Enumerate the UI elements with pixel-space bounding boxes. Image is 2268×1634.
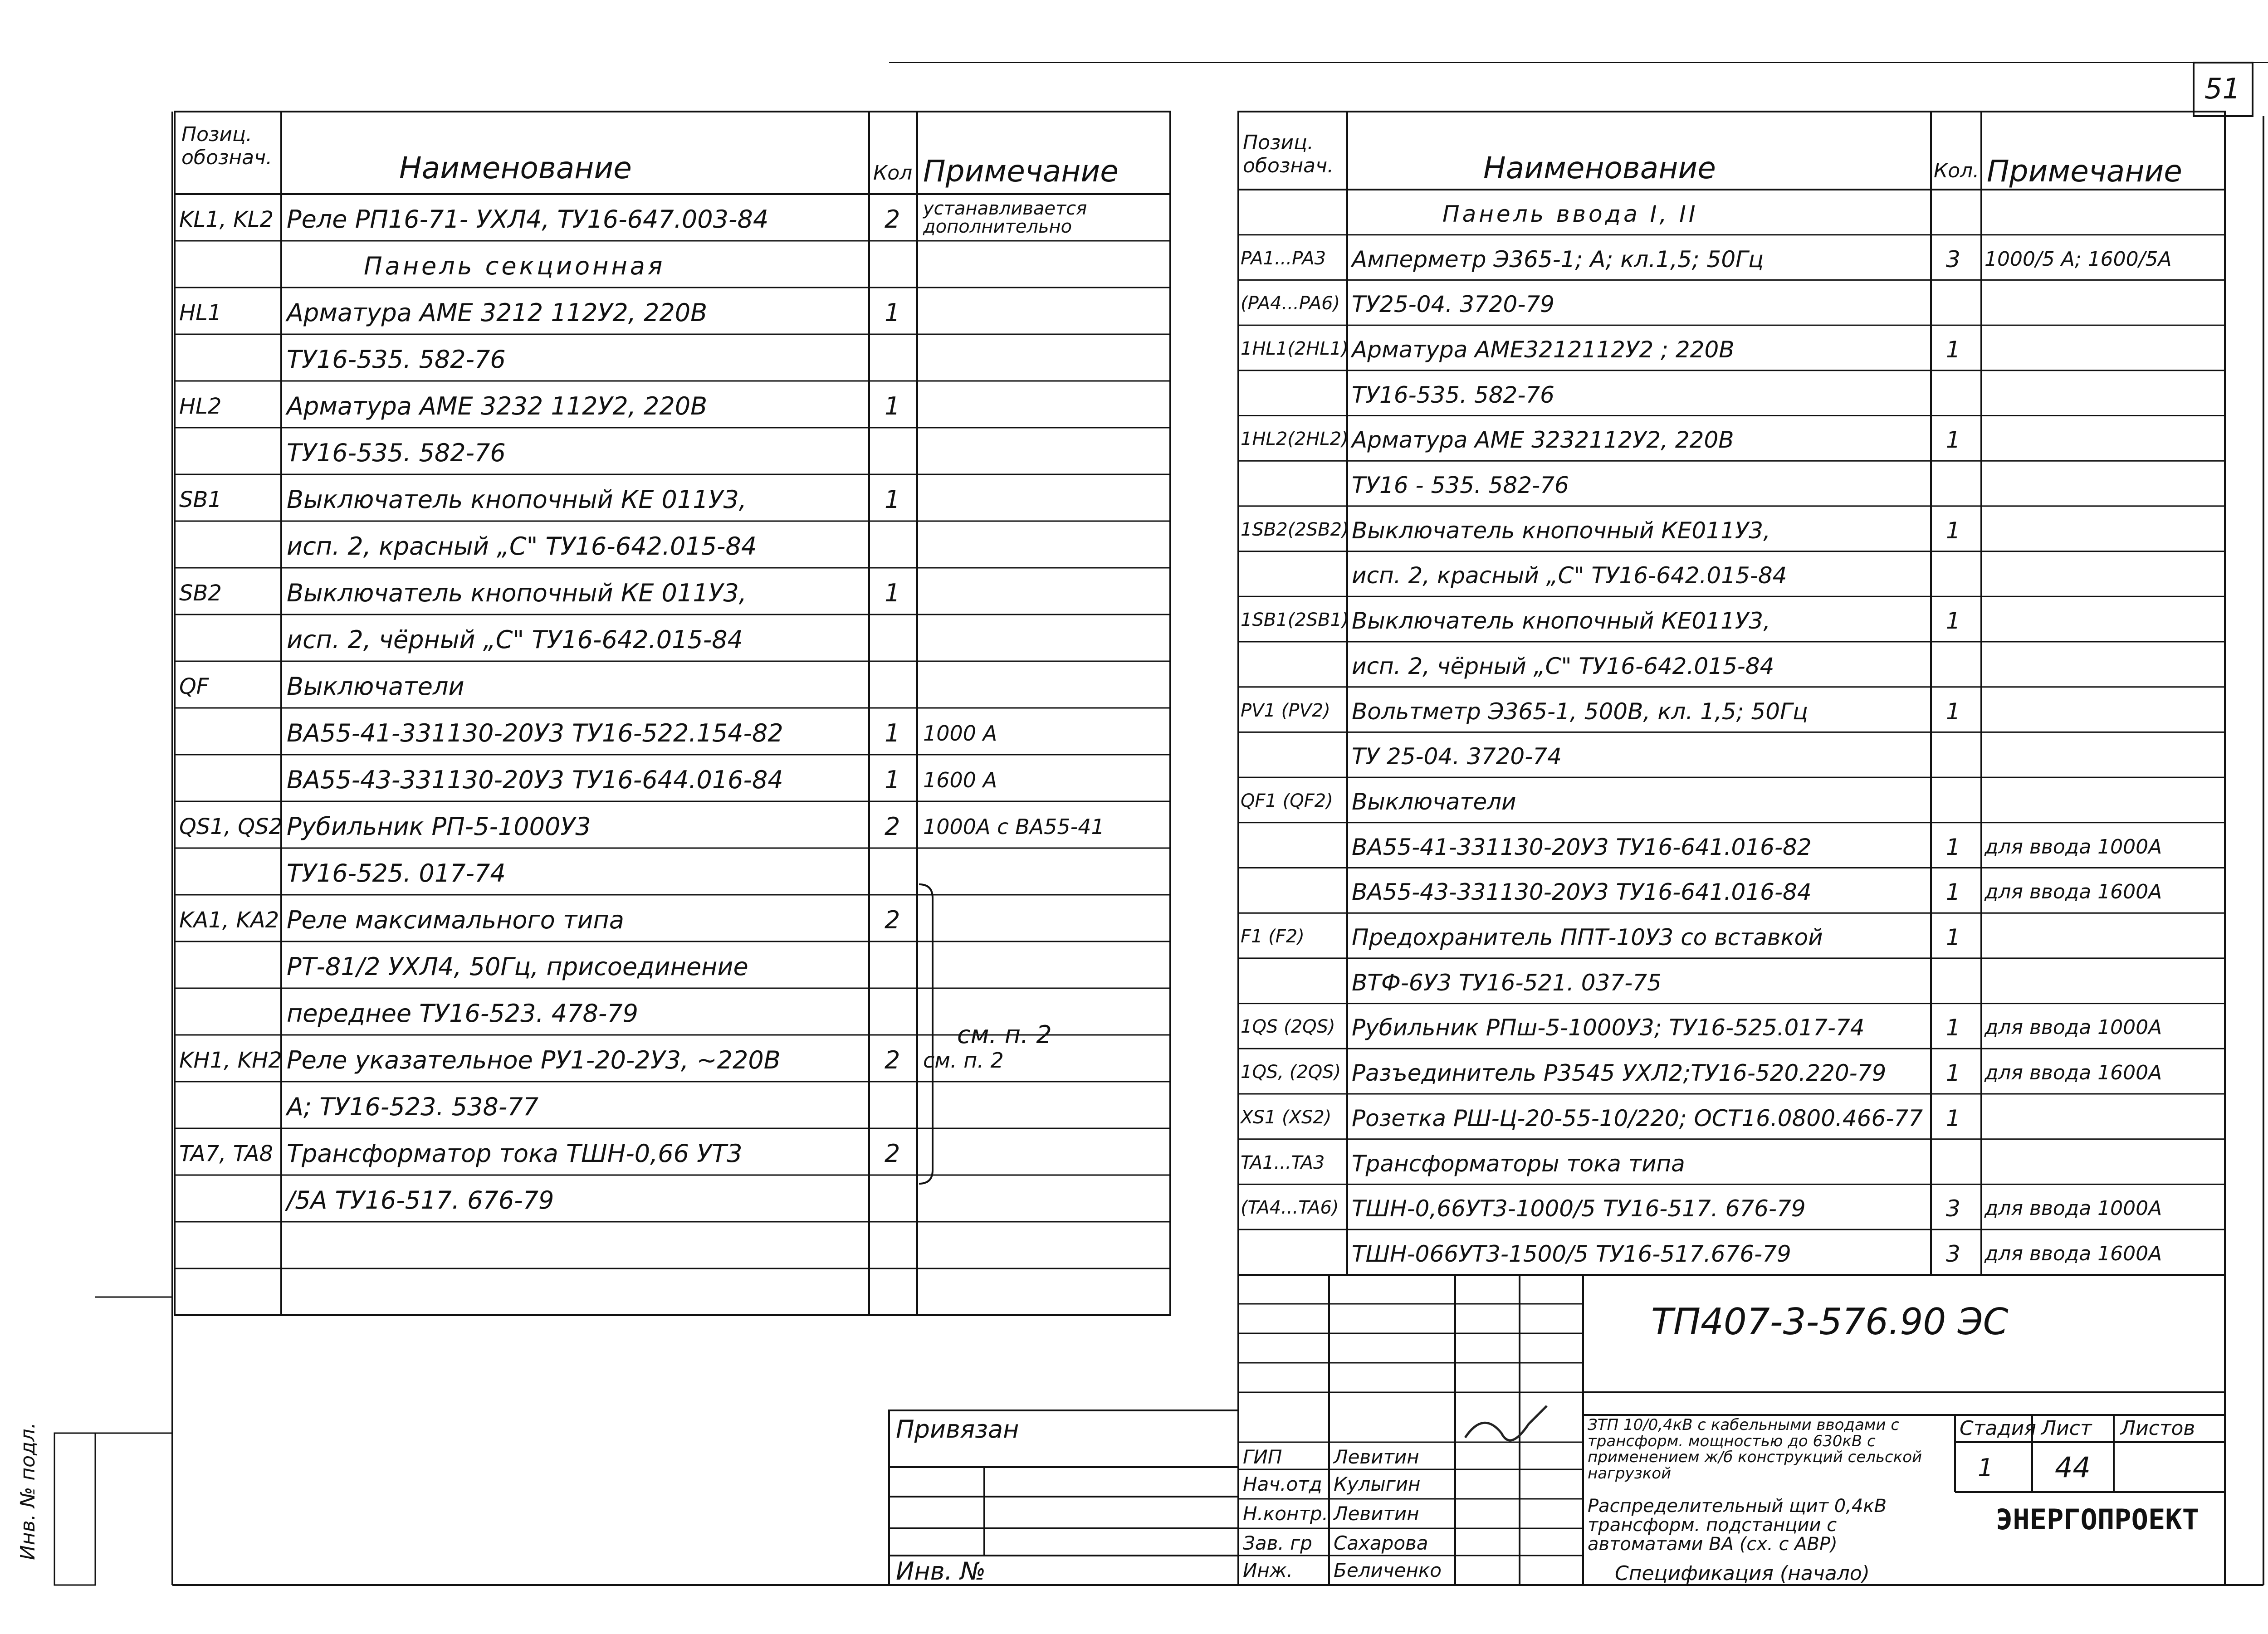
position-cell: SB1 — [179, 487, 222, 512]
qty-cell: 2 — [885, 1139, 900, 1168]
qty-cell: 2 — [885, 905, 900, 934]
position-cell: SB2 — [179, 580, 222, 606]
sheet-number: 51 — [2204, 72, 2240, 105]
sheets-label: Листов — [2121, 1417, 2195, 1440]
note-cell: для ввода 1600А — [1984, 880, 2162, 904]
note-cell: 1000А с ВА55-41 — [923, 814, 1105, 839]
qty-cell: 1 — [1946, 336, 1960, 363]
position-cell: KL1, KL2 — [179, 206, 274, 232]
note-cell: устанавливается дополнительно — [923, 198, 1087, 237]
position-cell: TA1...TA3 — [1241, 1152, 1325, 1173]
document-code: ТП407-3-576.90 ЭС — [1651, 1301, 2009, 1343]
note-cell: 1600 А — [923, 767, 997, 792]
right-header-qty: Кол. — [1934, 159, 1980, 182]
qty-cell: 1 — [1946, 427, 1960, 454]
name-cell: Выключатель кнопочный КЕ 011У3, — [287, 578, 747, 607]
name-cell: Рубильник РПш-5-1000У3; ТУ16-525.017-74 — [1352, 1015, 1865, 1041]
qty-cell: 1 — [1946, 834, 1960, 860]
position-cell: QF1 (QF2) — [1241, 790, 1333, 811]
name-cell: ТУ25-04. 3720-79 — [1352, 291, 1554, 318]
sheet-label: Лист — [2041, 1417, 2092, 1440]
position-cell: KH1, KH2 — [179, 1047, 282, 1073]
position-cell: (PA4...PA6) — [1241, 293, 1340, 314]
qty-cell: 1 — [885, 718, 900, 747]
name-cell: Розетка РШ-Ц-20-55-10/220; ОСТ16.0800.466-77 — [1352, 1105, 1923, 1132]
name-cell: РТ-81/2 УХЛ4, 50Гц, присоединение — [287, 952, 748, 981]
inv-no-label: Инв. № — [896, 1557, 986, 1585]
approval-name: Левитин — [1334, 1446, 1419, 1468]
approval-role: ГИП — [1243, 1446, 1282, 1468]
qty-cell: 2 — [885, 812, 900, 841]
qty-cell: 2 — [885, 205, 900, 234]
name-cell: ВТФ-6У3 ТУ16-521. 037-75 — [1352, 969, 1662, 996]
stage-label: Стадия — [1960, 1417, 2036, 1440]
margin-inventory-stamp: Инв. № подл. — [16, 1422, 39, 1560]
name-cell: Разъединитель Р3545 УХЛ2;ТУ16-520.220-79 — [1352, 1060, 1887, 1087]
name-cell: Трансформатор тока ТШН-0,66 УТ3 — [287, 1139, 743, 1168]
qty-cell: 3 — [1946, 246, 1960, 273]
qty-cell: 1 — [885, 485, 900, 514]
privyazan-label: Привязан — [896, 1415, 1019, 1444]
name-cell: Выключатели — [287, 672, 464, 701]
name-cell: Выключатель кнопочный КЕ011У3, — [1352, 517, 1770, 544]
qty-cell: 1 — [1946, 517, 1960, 544]
organization-name: ЭНЕРГОПРОЕКТ — [1996, 1503, 2199, 1536]
left-header-name: Наименование — [399, 151, 632, 185]
name-cell: ВА55-41-331130-20У3 ТУ16-522.154-82 — [287, 718, 783, 747]
approval-name: Кулыгин — [1334, 1473, 1421, 1495]
position-cell: KA1, KA2 — [179, 907, 279, 933]
qty-cell: 3 — [1946, 1240, 1960, 1267]
position-cell: (TA4...TA6) — [1241, 1197, 1339, 1219]
title-description-2: Распределительный щит 0,4кВ трансформ. подстанции с автоматами ВА (сх. с АВР) — [1588, 1496, 1887, 1555]
note-cell: для ввода 1000А — [1984, 835, 2162, 858]
name-cell: ТШН-0,66УТ3-1000/5 ТУ16-517. 676-79 — [1352, 1195, 1806, 1222]
name-cell: /5А ТУ16-517. 676-79 — [287, 1185, 554, 1215]
position-cell: F1 (F2) — [1241, 926, 1305, 947]
sheet-value: 1 — [1978, 1454, 1994, 1482]
bracket-note: см. п. 2 — [957, 1020, 1052, 1049]
name-cell: исп. 2, красный „С" ТУ16-642.015-84 — [287, 532, 757, 561]
position-cell: 1QS (2QS) — [1241, 1016, 1335, 1038]
name-cell: Арматура АМЕ 3232112У2, 220В — [1352, 427, 1734, 454]
approval-role: Зав. гр — [1243, 1532, 1312, 1554]
qty-cell: 1 — [1946, 1105, 1960, 1132]
position-cell: QF — [179, 673, 209, 699]
name-cell: Предохранитель ППТ-10У3 со вставкой — [1352, 924, 1823, 951]
name-cell: исп. 2, чёрный „С" ТУ16-642.015-84 — [287, 625, 743, 654]
qty-cell: 3 — [1946, 1195, 1960, 1222]
qty-cell: 1 — [885, 578, 900, 607]
qty-cell: 2 — [885, 1045, 900, 1074]
name-cell: Выключатель кнопочный КЕ 011У3, — [287, 485, 747, 514]
name-cell: Трансформаторы тока типа — [1352, 1150, 1685, 1177]
note-cell: для ввода 1000А — [1984, 1197, 2162, 1220]
name-cell: Арматура АМЕ 3232 112У2, 220В — [287, 391, 708, 420]
approval-role: Нач.отд — [1243, 1473, 1322, 1495]
name-cell: Выключатель кнопочный КЕ011У3, — [1352, 608, 1770, 634]
name-cell: Реле максимального типа — [287, 905, 624, 934]
name-cell: Панель ввода I, II — [1442, 200, 1698, 227]
position-cell: PV1 (PV2) — [1241, 700, 1330, 721]
name-cell: Реле указательное РУ1-20-2У3, ~220В — [287, 1045, 781, 1074]
name-cell: ВА55-43-331130-20У3 ТУ16-641.016-84 — [1352, 879, 1812, 906]
note-cell: для ввода 1000А — [1984, 1016, 2162, 1039]
name-cell: исп. 2, чёрный „С" ТУ16-642.015-84 — [1352, 653, 1774, 679]
name-cell: ТУ16-535. 582-76 — [287, 438, 506, 467]
name-cell: ТУ16-535. 582-76 — [1352, 381, 1554, 408]
name-cell: ТУ16 - 535. 582-76 — [1352, 472, 1569, 499]
name-cell: ВА55-41-331130-20У3 ТУ16-641.016-82 — [1352, 834, 1812, 860]
name-cell: ВА55-43-331130-20У3 ТУ16-644.016-84 — [287, 765, 783, 794]
qty-cell: 1 — [885, 298, 900, 327]
left-header-note: Примечание — [923, 154, 1119, 189]
note-cell: см. п. 2 — [923, 1048, 1004, 1073]
note-cell: для ввода 1600А — [1984, 1242, 2162, 1265]
name-cell: ТУ 25-04. 3720-74 — [1352, 743, 1562, 770]
approval-role: Инж. — [1243, 1559, 1293, 1581]
position-cell: 1QS, (2QS) — [1241, 1062, 1341, 1083]
approval-role: Н.контр. — [1243, 1502, 1328, 1525]
qty-cell: 1 — [885, 765, 900, 794]
right-header-pos: Позиц. обознач. — [1243, 131, 1334, 177]
signature-mark — [1465, 1406, 1547, 1440]
position-cell: TA7, TA8 — [179, 1141, 274, 1166]
qty-cell: 1 — [1946, 608, 1960, 634]
qty-cell: 1 — [1946, 924, 1960, 951]
name-cell: Рубильник РП-5-1000У3 — [287, 812, 591, 841]
position-cell: HL2 — [179, 393, 222, 419]
note-cell: 1000 А — [923, 721, 997, 746]
name-cell: Арматура АМЕ 3212 112У2, 220В — [287, 298, 708, 327]
name-cell: ТШН-066УТ3-1500/5 ТУ16-517.676-79 — [1352, 1240, 1791, 1267]
name-cell: переднее ТУ16-523. 478-79 — [287, 999, 639, 1028]
name-cell: А; ТУ16-523. 538-77 — [287, 1092, 539, 1121]
name-cell: Арматура АМЕ3212112У2 ; 220В — [1352, 336, 1735, 363]
position-cell: PA1...PA3 — [1241, 248, 1326, 269]
position-cell: 1SB2(2SB2) — [1241, 519, 1349, 540]
approval-name: Беличенко — [1334, 1559, 1442, 1581]
position-cell: 1SB1(2SB1) — [1241, 610, 1349, 631]
qty-cell: 1 — [1946, 698, 1960, 725]
note-cell: 1000/5 А; 1600/5А — [1984, 247, 2172, 271]
note-cell: для ввода 1600А — [1984, 1061, 2162, 1085]
approval-name: Левитин — [1334, 1502, 1419, 1525]
name-cell: ТУ16-525. 017-74 — [287, 858, 506, 888]
right-header-name: Наименование — [1483, 151, 1716, 185]
position-cell: 1HL2(2HL2) — [1241, 429, 1349, 450]
name-cell: исп. 2, красный „С" ТУ16-642.015-84 — [1352, 562, 1787, 589]
qty-cell: 1 — [1946, 1060, 1960, 1087]
position-cell: XS1 (XS2) — [1241, 1107, 1332, 1128]
sheets-value: 44 — [2055, 1451, 2091, 1484]
qty-cell: 1 — [1946, 1015, 1960, 1041]
approval-name: Сахарова — [1334, 1532, 1428, 1554]
left-header-qty: Кол — [873, 161, 913, 185]
left-header-pos: Позиц. обознач. — [181, 123, 273, 169]
name-cell: Панель секционная — [364, 251, 665, 280]
qty-cell: 1 — [885, 391, 900, 420]
title-description-1: ЗТП 10/0,4кВ с кабельными вводами с трансформ. мощностью до 630кВ с применением ж/б конструкций сельской нагрузкой — [1588, 1416, 1922, 1483]
name-cell: Вольтметр Э365-1, 500В, кл. 1,5; 50Гц — [1352, 698, 1808, 725]
position-cell: 1HL1(2HL1) — [1241, 338, 1349, 359]
position-cell: QS1, QS2 — [179, 814, 283, 839]
right-header-note: Примечание — [1987, 154, 2182, 189]
name-cell: ТУ16-535. 582-76 — [287, 345, 506, 374]
name-cell: Выключатели — [1352, 788, 1516, 815]
position-cell: HL1 — [179, 300, 222, 326]
qty-cell: 1 — [1946, 879, 1960, 906]
title-description-3: Спецификация (начало) — [1615, 1562, 1870, 1585]
name-cell: Амперметр Э365-1; А; кл.1,5; 50Гц — [1352, 246, 1764, 273]
name-cell: Реле РП16-71- УХЛ4, ТУ16-647.003-84 — [287, 205, 769, 234]
